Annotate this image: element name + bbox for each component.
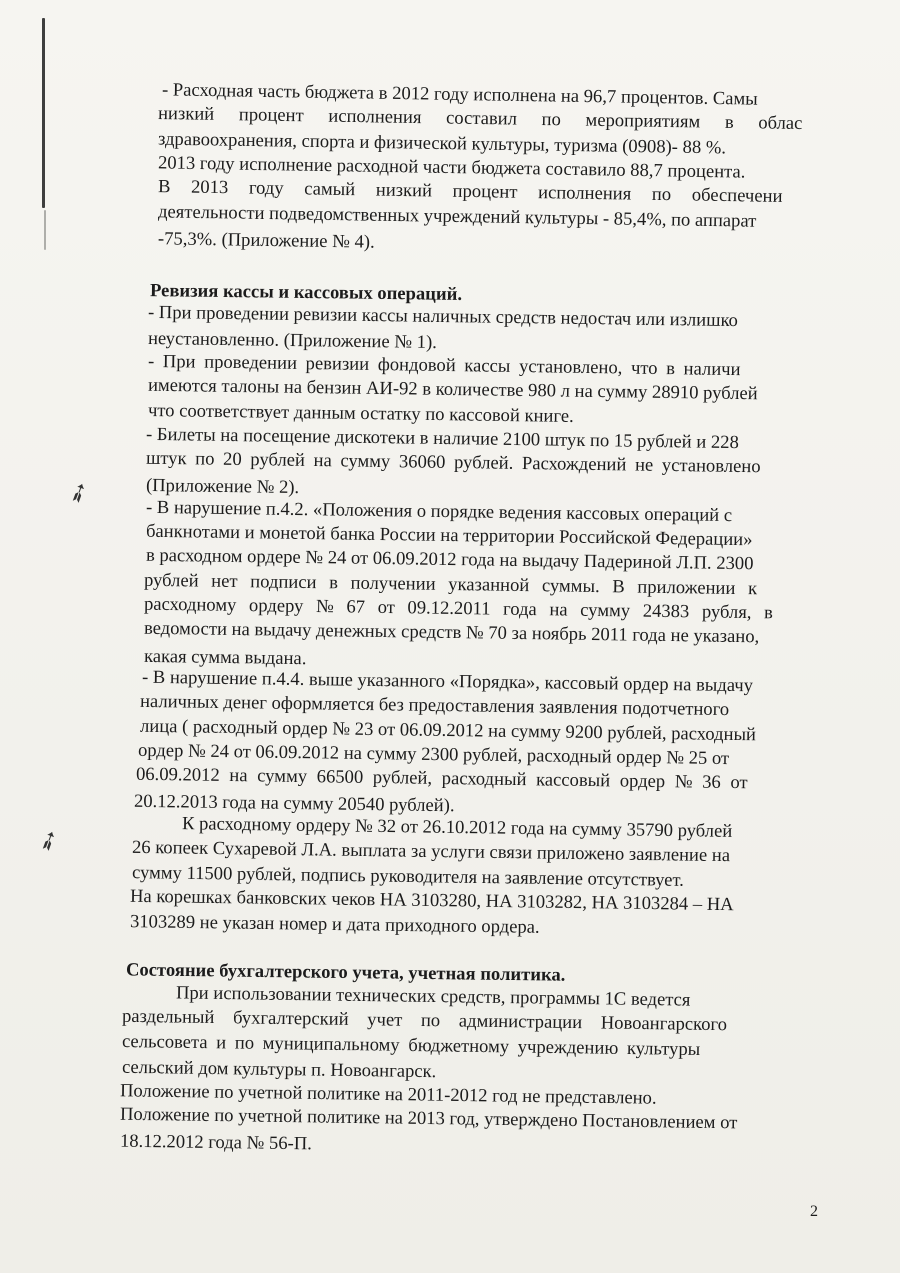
cash-line: - В нарушение п.4.4. выше указанного «Порядка», кассовый ордер на выдачу (141, 666, 754, 697)
cash-line: штук по 20 рублей на сумму 36060 рублей. Расхождений не установлено (145, 447, 761, 478)
cash-line: в расходном ордере № 24 от 06.09.2012 года на выдачу Падериной Л.П. 2300 (145, 544, 754, 575)
cash-line: наличных денег оформляется без предоставления заявления подотчетного (139, 690, 730, 721)
cash-line: расходному ордеру № 67 от 09.12.2011 года на сумму 24383 рубля, в (143, 593, 774, 624)
cash-line: - Билеты на посещение дискотеки в наличие 2100 штук по 15 рублей и 228 (145, 423, 739, 454)
page-number: 2 (810, 1203, 818, 1220)
accounting-line: Положение по учетной политике на 2011-2012 год не представлено. (119, 1080, 657, 1109)
accounting-line: раздельный бухгалтерский учет по администрации Новоангарского (121, 1005, 728, 1036)
section-heading-cash: Ревизия кассы и кассовых операций. (149, 280, 463, 305)
binding-mark (42, 18, 45, 208)
margin-mark-icon: ➶ (32, 822, 66, 860)
cash-line: какая сумма выдана. (143, 645, 307, 670)
cash-line: На корешках банковских чеков НА 3103280, НА 3103282, НА 3103284 – НА (129, 885, 734, 916)
cash-line: - При проведении ревизии кассы наличных средств недостач или излишко (147, 301, 739, 332)
cash-line: - При проведении ревизии фондовой кассы установлено, что в наличи (147, 350, 741, 381)
budget-line: В 2013 году самый низкий процент исполнения по обеспечени (157, 176, 783, 207)
budget-line: деятельности подведомственных учреждений культуры - 85,4%, по аппарат (157, 201, 757, 232)
cash-line: (Приложение № 2). (145, 474, 300, 499)
section-heading-accounting: Состояние бухгалтерского учета, учетная политика. (125, 959, 566, 986)
cash-line: К расходному ордеру № 32 от 26.10.2012 года на сумму 35790 рублей (181, 813, 733, 842)
cash-line: что соответствует данным остатку по кассовой книге. (147, 400, 574, 427)
budget-line: низкий процент исполнения составил по мероприятиям в облас (157, 102, 803, 135)
cash-line: 26 копеек Сухаревой Л.А. выплата за услуги связи приложено заявление на (131, 836, 731, 867)
cash-line: имеются талоны на бензин АИ-92 в количестве 980 л на сумму 28910 рублей (147, 374, 758, 405)
binding-mark-faint (44, 210, 46, 250)
accounting-line: сельский дом культуры п. Новоангарск. (121, 1056, 437, 1083)
budget-line: - Расходная часть бюджета в 2012 году исполнена на 96,7 процентов. Самы (161, 79, 758, 110)
budget-line: здравоохранения, спорта и физической культуры, туризма (0908)- 88 %. (157, 128, 727, 159)
budget-line: 2013 году исполнение расходной части бюджета составило 88,7 процента. (157, 152, 746, 183)
margin-mark-icon: ➶ (62, 474, 96, 512)
accounting-line: Положение по учетной политике на 2013 год, утверждено Постановлением от (119, 1103, 738, 1134)
cash-line: неустановленно. (Приложение № 1). (147, 327, 438, 354)
cash-line: 06.09.2012 на сумму 66500 рублей, расходный кассовый ордер № 36 от (135, 763, 748, 794)
cash-line: лица ( расходный ордер № 23 от 06.09.2012 на сумму 9200 рублей, расходный (139, 715, 757, 746)
cash-line: ордер № 24 от 06.09.2012 на сумму 2300 рублей, расходный ордер № 25 от (137, 739, 730, 770)
cash-line: 20.12.2013 года на сумму 20540 рублей). (133, 790, 455, 817)
accounting-line: При использовании технических средств, программы 1С ведется (175, 982, 691, 1011)
budget-line: -75,3%. (Приложение № 4). (157, 228, 375, 253)
cash-line: банкнотами и монетой банка России на территории Российской Федерации» (145, 520, 753, 551)
accounting-line: 18.12.2012 года № 56-П. (119, 1130, 313, 1155)
accounting-line: сельсовета и по муниципальному бюджетному учреждению культуры (121, 1030, 701, 1061)
cash-line: сумму 11500 рублей, подпись руководителя на заявление отсутствует. (131, 862, 685, 891)
cash-line: - В нарушение п.4.2. «Положения о порядке ведения кассовых операций с (145, 496, 733, 527)
cash-line: ведомости на выдачу денежных средств № 70 за ноябрь 2011 года не указано, (143, 617, 760, 648)
cash-line: 3103289 не указан номер и дата приходного ордера. (129, 911, 540, 938)
cash-line: рублей нет подписи в получении указанной суммы. В приложении к (143, 569, 758, 600)
